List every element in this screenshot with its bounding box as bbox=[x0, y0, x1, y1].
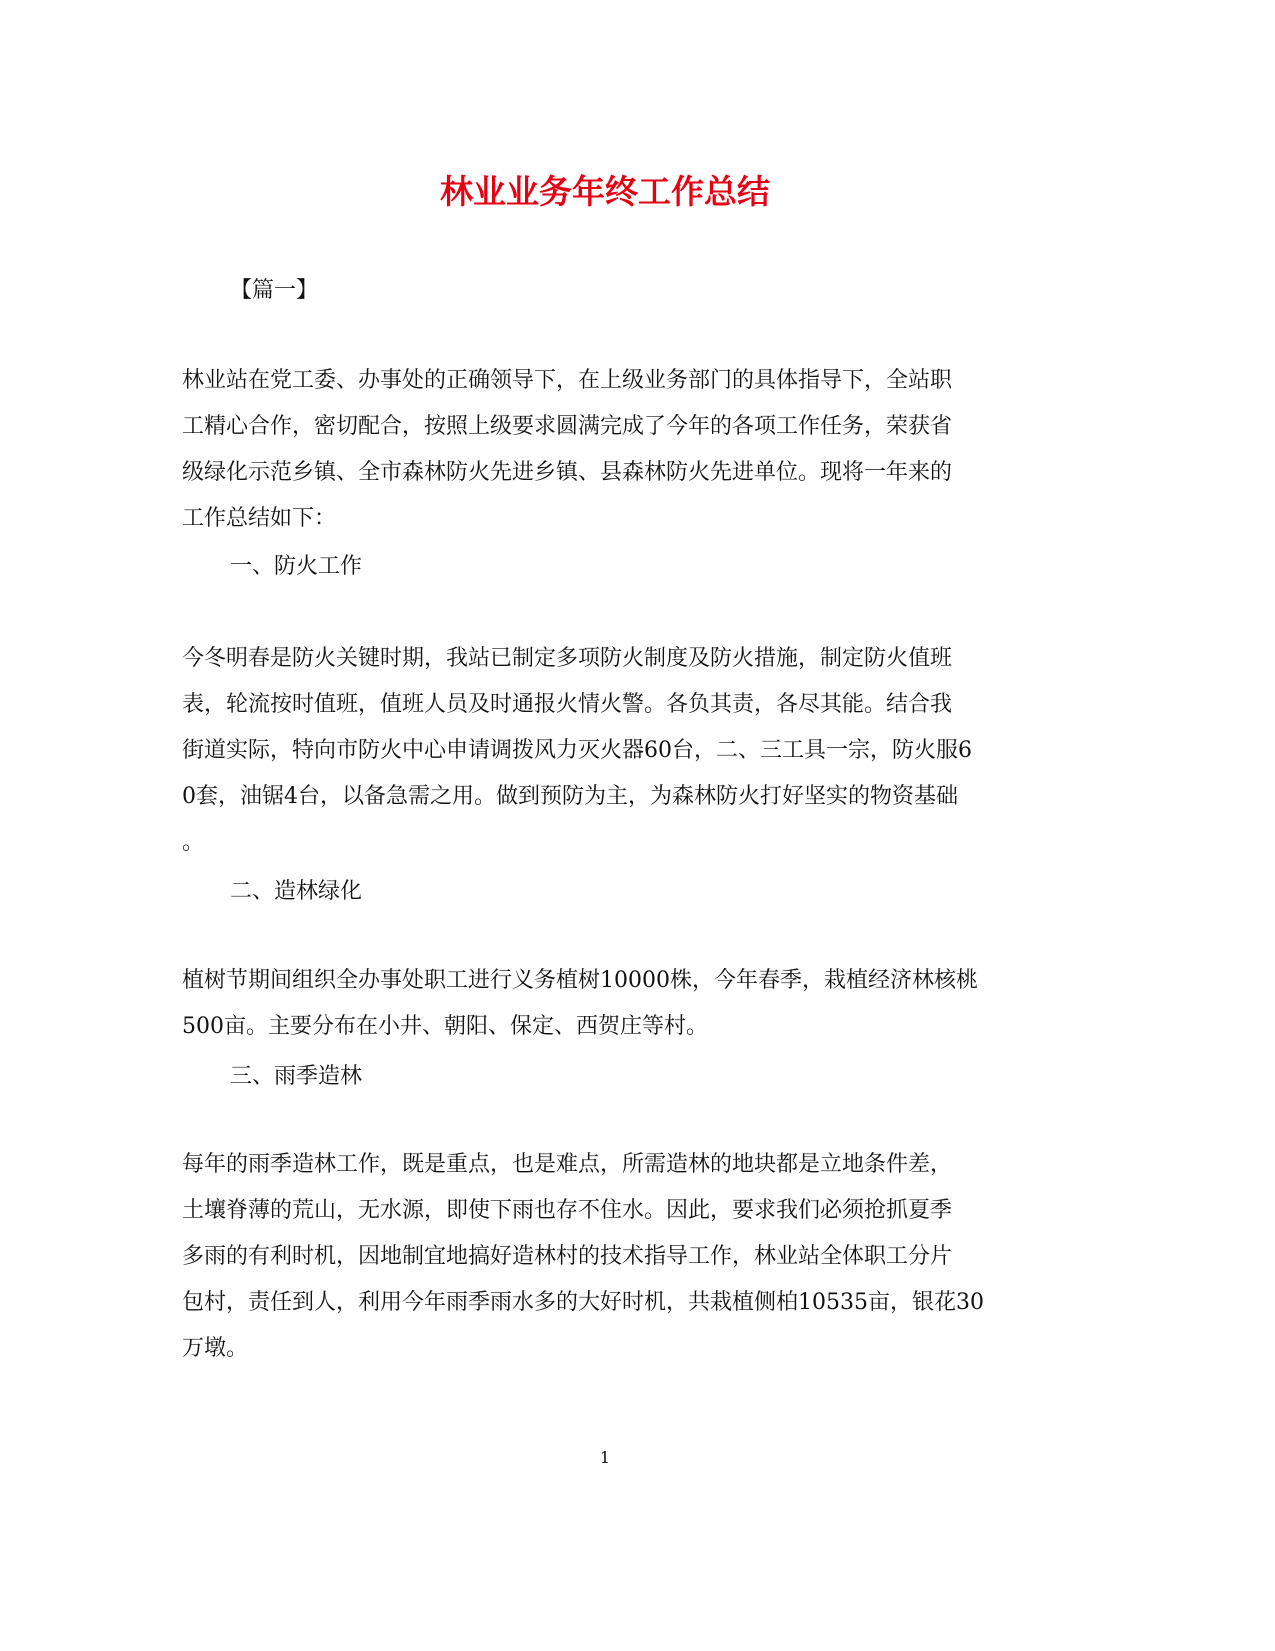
text-line: 街道实际，特向市防火中心申请调拨风力灭火器60台，二、三工具一宗，防火服6 bbox=[182, 738, 972, 763]
text-line: 500亩。主要分布在小井、朝阳、保定、西贺庄等村。 bbox=[182, 1014, 708, 1039]
text-line: 表，轮流按时值班，值班人员及时通报火情火警。各负其责，各尽其能。结合我 bbox=[182, 692, 953, 717]
intro-paragraph bbox=[182, 358, 1032, 542]
text-line: 林业站在党工委、办事处的正确领导下，在上级业务部门的具体指导下，全站职 bbox=[182, 368, 953, 393]
page-number: 1 bbox=[599, 1448, 611, 1467]
text-line: 每年的雨季造林工作，既是重点，也是难点，所需造林的地块都是立地条件差， bbox=[182, 1152, 953, 1177]
text-line: 工精心合作，密切配合，按照上级要求圆满完成了今年的各项工作任务，荣获省 bbox=[182, 414, 953, 439]
text-line: 植树节期间组织全办事处职工进行义务植树10000株，今年春季，栽植经济林核桃 bbox=[182, 968, 978, 993]
text-line: 万墩。 bbox=[182, 1336, 249, 1361]
text-line: 今冬明春是防火关键时期，我站已制定多项防火制度及防火措施，制定防火值班 bbox=[182, 646, 953, 671]
text-line: 多雨的有利时机，因地制宜地搞好造林村的技术指导工作，林业站全体职工分片 bbox=[182, 1244, 953, 1269]
section-marker: 【篇一】 bbox=[230, 278, 319, 303]
text-line: 级绿化示范乡镇、全市森林防火先进乡镇、县森林防火先进单位。现将一年来的 bbox=[182, 460, 953, 485]
text-line: 工作总结如下： bbox=[182, 506, 337, 531]
document-title: 林业业务年终工作总结 bbox=[440, 172, 770, 211]
heading-rainy: 三、雨季造林 bbox=[230, 1064, 363, 1089]
heading-greening: 二、造林绿化 bbox=[230, 879, 363, 904]
text-line: 。 bbox=[182, 830, 205, 855]
heading-fire: 一、防火工作 bbox=[230, 554, 363, 579]
text-line: 0套，油锯4台，以备急需之用。做到预防为主，为森林防火打好坚实的物资基础 bbox=[182, 784, 958, 809]
rainy-paragraph bbox=[182, 1142, 1032, 1372]
greening-paragraph bbox=[182, 958, 1032, 1050]
text-line: 包村，责任到人，利用今年雨季雨水多的大好时机，共栽植侧柏10535亩，银花30 bbox=[182, 1290, 984, 1315]
text-line: 土壤脊薄的荒山，无水源，即使下雨也存不住水。因此，要求我们必须抢抓夏季 bbox=[182, 1198, 953, 1223]
fire-paragraph bbox=[182, 636, 1032, 866]
